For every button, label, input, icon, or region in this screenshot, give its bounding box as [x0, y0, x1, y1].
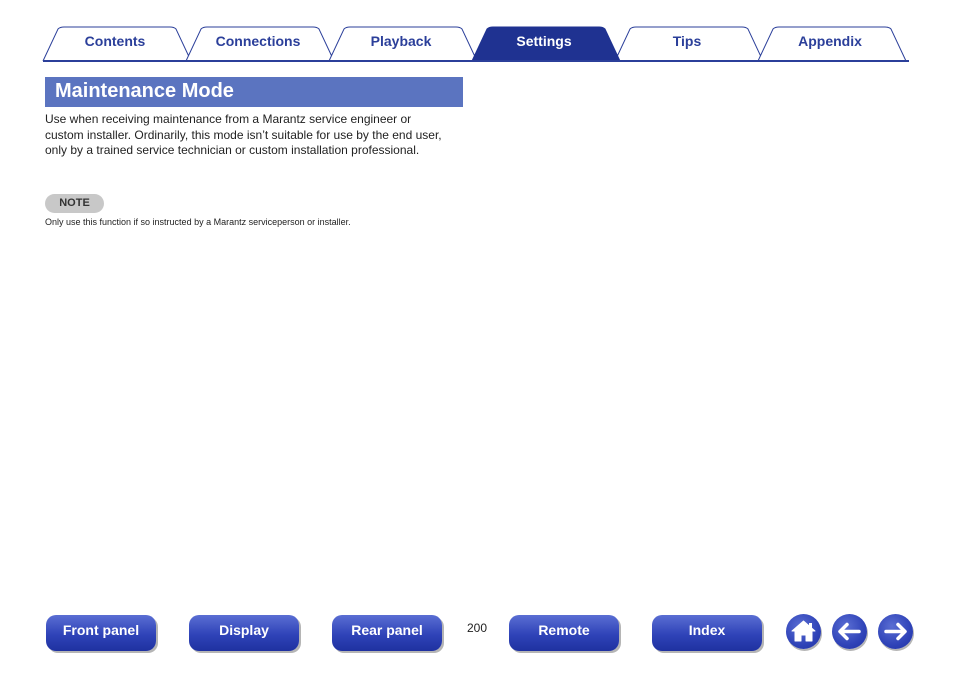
note-text: Only use this function if so instructed by a Marantz serviceperson or installer. — [45, 217, 351, 227]
section-title: Maintenance Mode — [45, 77, 463, 107]
display-button[interactable]: Display — [189, 615, 299, 651]
forward-button[interactable] — [878, 614, 913, 649]
tab-contents[interactable]: Contents — [84, 33, 146, 49]
page-number: 200 — [466, 621, 488, 635]
tab-settings[interactable]: Settings — [516, 33, 572, 49]
front-panel-button[interactable]: Front panel — [46, 615, 156, 651]
tab-playback[interactable]: Playback — [370, 33, 432, 49]
back-button[interactable] — [832, 614, 867, 649]
home-button[interactable] — [786, 614, 821, 649]
tab-appendix[interactable]: Appendix — [798, 33, 862, 49]
index-button[interactable]: Index — [652, 615, 762, 651]
tab-connections[interactable]: Connections — [215, 33, 301, 49]
tab-bar-baseline — [43, 60, 909, 62]
home-icon — [786, 614, 821, 649]
arrow-right-icon — [878, 614, 913, 649]
arrow-left-icon — [832, 614, 867, 649]
remote-button[interactable]: Remote — [509, 615, 619, 651]
note-badge: NOTE — [45, 194, 104, 213]
rear-panel-button[interactable]: Rear panel — [332, 615, 442, 651]
tab-tips[interactable]: Tips — [672, 33, 702, 49]
section-body: Use when receiving maintenance from a Marantz service engineer or custom installer. Ordinarily, this mode isn’t suitable for use by the end user, only by a trained service technician or custom installation professional. — [45, 112, 442, 157]
